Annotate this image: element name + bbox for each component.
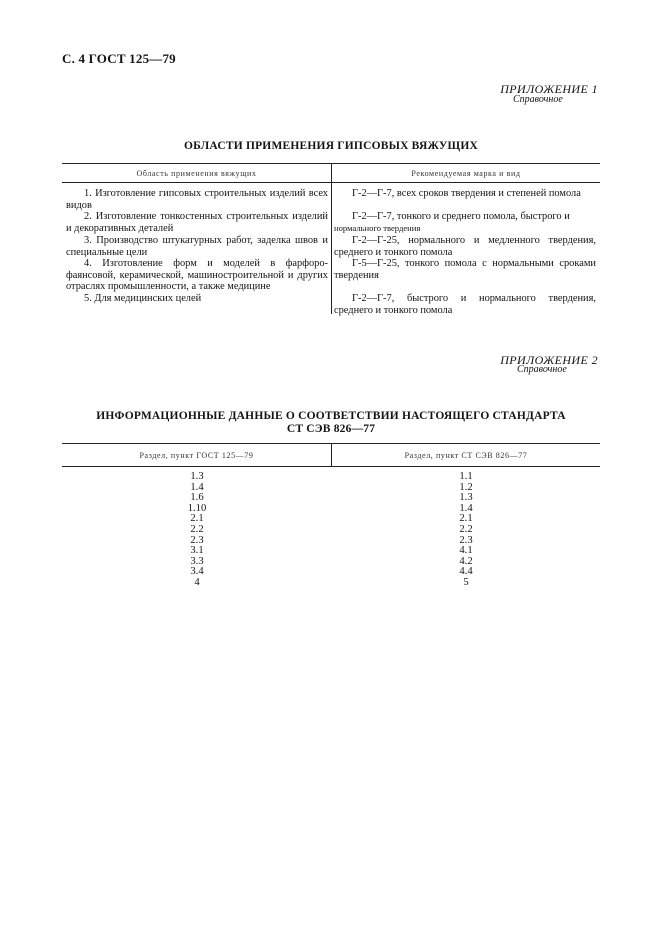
gost-cell: 1.4 — [190, 481, 204, 493]
sev-cell: 4.2 — [459, 555, 473, 567]
table1-mark-4: Г-5—Г-25, тонкого помола с нормальными сроками твердения — [334, 258, 596, 281]
table1-area-5: 5. Для медицинских целей — [84, 293, 202, 304]
gost-cell: 3.3 — [190, 555, 204, 567]
appendix2-heading-line2: СТ СЭВ 826—77 — [286, 423, 376, 435]
table1-area-2: 2. Изготовление тонкостенных строительных изделий и декоративных деталей — [66, 211, 328, 234]
sev-cell: 1.2 — [459, 481, 473, 493]
table1-mark-2 — [334, 211, 596, 234]
table1-area-3: 3. Производство штукатурных работ, заделка швов и специальные цели — [66, 235, 328, 258]
appendix2-title: ПРИЛОЖЕНИЕ 2 — [500, 353, 598, 367]
gost-cell: 2.2 — [190, 523, 204, 535]
table1-mark-1: Г-2—Г-7, всех сроков твердения и степеней помола — [352, 188, 581, 199]
gost-cell: 4 — [194, 576, 200, 588]
sev-cell: 2.1 — [459, 513, 473, 525]
sev-cell: 2.3 — [459, 534, 473, 546]
table1-column-divider — [331, 163, 332, 314]
gost-cell: 1.10 — [187, 502, 207, 514]
gost-cell: 2.3 — [190, 534, 204, 546]
sev-cell: 1.3 — [459, 492, 473, 504]
appendix1-title: ПРИЛОЖЕНИЕ 1 — [500, 82, 598, 96]
appendix2-subtitle: Справочное — [517, 364, 567, 375]
gost-cell: 3.1 — [190, 545, 204, 557]
table2-col-sev: Раздел, пункт СТ СЭВ 826—77 — [404, 451, 528, 460]
table2-gost-column — [162, 472, 232, 589]
sev-cell: 1.1 — [459, 471, 473, 482]
table1-mark-3: Г-2—Г-25, нормального и медленного твердения, среднего и тонкого помола — [334, 235, 596, 258]
table1-mark-2-main: Г-2—Г-7, тонкого и среднего помола, быстрого и — [352, 211, 570, 222]
table2-sev-column — [431, 472, 501, 589]
sev-cell: 1.4 — [459, 502, 473, 514]
table1-mark-5: Г-2—Г-7, быстрого и нормального твердения, среднего и тонкого помола — [334, 293, 596, 316]
table1-area-1: 1. Изготовление гипсовых строительных изделий всех видов — [66, 188, 328, 211]
table1-area-4: 4. Изготовление форм и моделей в фарфоро-фаянсовой, керамической, машиностроительной и других отраслях промышленности, а также медицине — [66, 258, 328, 292]
appendix2-heading-line1: ИНФОРМАЦИОННЫЕ ДАННЫЕ О СООТВЕТСТВИИ НАСТОЯЩЕГО СТАНДАРТА — [96, 410, 566, 422]
gost-cell: 1.3 — [190, 471, 204, 482]
gost-cell: 1.6 — [190, 492, 204, 504]
table1-col-area: Область применения вяжущих — [136, 169, 257, 178]
gost-cell: 3.4 — [190, 566, 204, 578]
page-header: С. 4 ГОСТ 125—79 — [62, 51, 176, 66]
sev-cell: 4.4 — [459, 566, 473, 578]
table1-mark-2-small: нормального твердения — [334, 222, 421, 233]
sev-cell: 2.2 — [459, 523, 473, 535]
appendix1-subtitle: Справочное — [513, 94, 563, 105]
sev-cell: 4.1 — [459, 545, 473, 557]
table2-col-gost: Раздел, пункт ГОСТ 125—79 — [139, 451, 254, 460]
appendix1-heading: ОБЛАСТИ ПРИМЕНЕНИЯ ГИПСОВЫХ ВЯЖУЩИХ — [183, 140, 478, 152]
gost-cell: 2.1 — [190, 513, 204, 525]
sev-cell: 5 — [463, 576, 469, 588]
table1-col-mark: Рекомендуемая марка и вид — [411, 169, 521, 178]
